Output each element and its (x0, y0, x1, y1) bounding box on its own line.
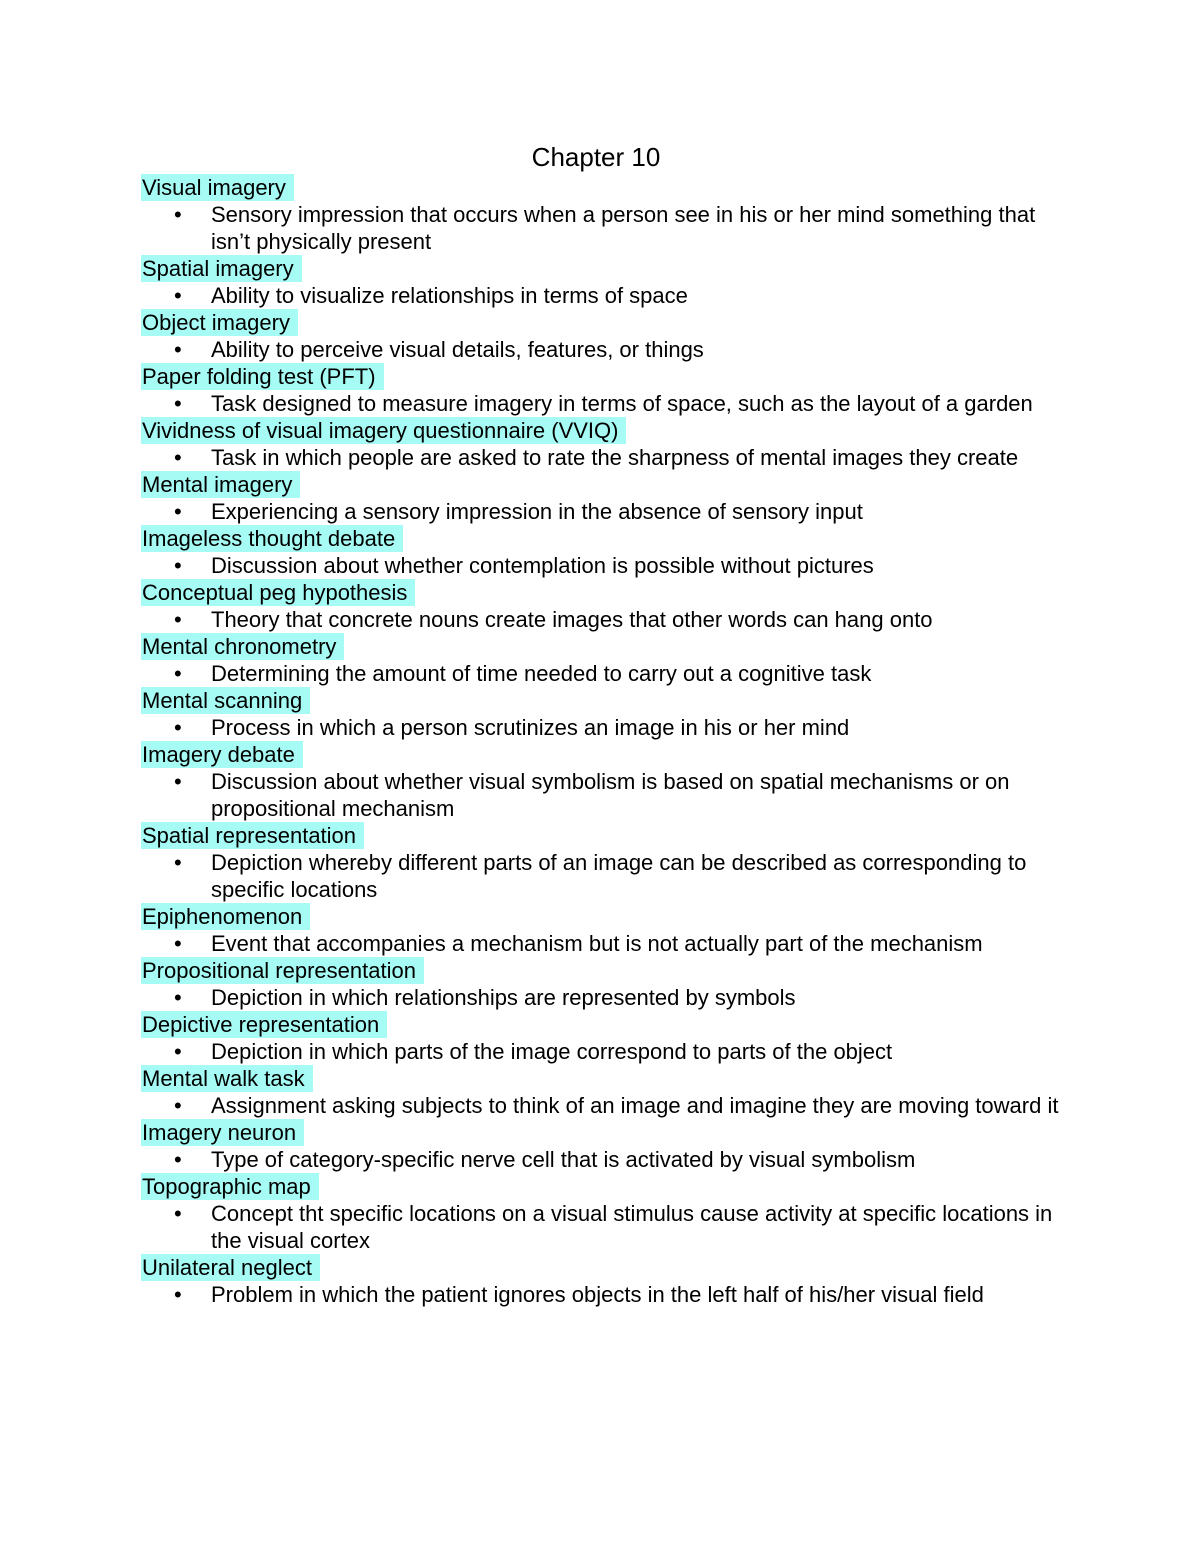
definition-item (141, 390, 1071, 417)
term-heading: Mental scanning (141, 687, 310, 714)
document-page (141, 140, 1071, 1308)
definition-text: Discussion about whether contemplation is possible without pictures (211, 553, 874, 578)
term-heading: Spatial imagery (141, 255, 302, 282)
definition-item (141, 444, 1071, 471)
term-heading: Epiphenomenon (141, 903, 310, 930)
definition-text: Discussion about whether visual symbolism is based on spatial mechanisms or on propositional mechanism (211, 769, 1010, 821)
definition-item (141, 1281, 1071, 1308)
bullet-icon: • (174, 607, 182, 632)
term-heading: Object imagery (141, 309, 298, 336)
definition-item (141, 201, 1071, 255)
glossary-entry (141, 363, 1071, 417)
term-heading: Visual imagery (141, 174, 294, 201)
bullet-icon: • (174, 337, 182, 362)
bullet-icon: • (174, 1201, 182, 1226)
term-heading: Unilateral neglect (141, 1254, 320, 1281)
bullet-icon: • (174, 1093, 182, 1118)
definition-item (141, 1038, 1071, 1065)
definition-item (141, 714, 1071, 741)
bullet-icon: • (174, 1147, 182, 1172)
glossary-entry (141, 525, 1071, 579)
bullet-icon: • (174, 391, 182, 416)
glossary-list (141, 174, 1071, 1308)
glossary-entry (141, 633, 1071, 687)
glossary-entry (141, 1119, 1071, 1173)
definition-item (141, 930, 1071, 957)
definition-text: Problem in which the patient ignores objects in the left half of his/her visual field (211, 1282, 984, 1307)
bullet-icon: • (174, 985, 182, 1010)
bullet-icon: • (174, 715, 182, 740)
term-heading: Depictive representation (141, 1011, 387, 1038)
bullet-icon: • (174, 1039, 182, 1064)
bullet-icon: • (174, 661, 182, 686)
term-heading: Mental chronometry (141, 633, 344, 660)
bullet-icon: • (174, 850, 182, 875)
definition-text: Depiction in which relationships are represented by symbols (211, 985, 796, 1010)
term-heading: Topographic map (141, 1173, 319, 1200)
glossary-entry (141, 255, 1071, 309)
definition-text: Ability to perceive visual details, features, or things (211, 337, 704, 362)
glossary-entry (141, 687, 1071, 741)
glossary-entry (141, 1065, 1071, 1119)
bullet-icon: • (174, 283, 182, 308)
definition-item (141, 984, 1071, 1011)
bullet-icon: • (174, 931, 182, 956)
term-heading: Spatial representation (141, 822, 364, 849)
definition-text: Determining the amount of time needed to carry out a cognitive task (211, 661, 872, 686)
definition-item (141, 1146, 1071, 1173)
definition-item (141, 1200, 1071, 1254)
glossary-entry (141, 822, 1071, 903)
definition-item (141, 282, 1071, 309)
definition-text: Task in which people are asked to rate the sharpness of mental images they create (211, 445, 1019, 470)
page-title: Chapter 10 (531, 142, 661, 172)
term-heading: Paper folding test (PFT) (141, 363, 384, 390)
definition-text: Concept tht specific locations on a visual stimulus cause activity at specific locations in the visual cortex (211, 1201, 1053, 1253)
glossary-entry (141, 1011, 1071, 1065)
definition-item (141, 336, 1071, 363)
glossary-entry (141, 579, 1071, 633)
glossary-entry (141, 903, 1071, 957)
bullet-icon: • (174, 769, 182, 794)
definition-text: Assignment asking subjects to think of an image and imagine they are moving toward it (211, 1093, 1059, 1118)
term-heading: Mental imagery (141, 471, 300, 498)
term-heading: Conceptual peg hypothesis (141, 579, 415, 606)
bullet-icon: • (174, 445, 182, 470)
definition-text: Ability to visualize relationships in terms of space (211, 283, 688, 308)
glossary-entry (141, 471, 1071, 525)
term-heading: Imageless thought debate (141, 525, 403, 552)
definition-text: Process in which a person scrutinizes an image in his or her mind (211, 715, 850, 740)
term-heading: Imagery debate (141, 741, 303, 768)
bullet-icon: • (174, 1282, 182, 1307)
definition-item (141, 849, 1071, 903)
definition-item (141, 552, 1071, 579)
definition-item (141, 1092, 1071, 1119)
definition-item (141, 768, 1071, 822)
bullet-icon: • (174, 553, 182, 578)
glossary-entry (141, 174, 1071, 255)
definition-item (141, 660, 1071, 687)
term-heading: Vividness of visual imagery questionnaire (VVIQ) (141, 417, 626, 444)
glossary-entry (141, 957, 1071, 1011)
definition-text: Theory that concrete nouns create images that other words can hang onto (211, 607, 933, 632)
glossary-entry (141, 417, 1071, 471)
glossary-entry (141, 309, 1071, 363)
definition-text: Event that accompanies a mechanism but is not actually part of the mechanism (211, 931, 983, 956)
definition-text: Depiction whereby different parts of an image can be described as corresponding to specific locations (211, 850, 1027, 902)
glossary-entry (141, 1173, 1071, 1254)
bullet-icon: • (174, 499, 182, 524)
bullet-icon: • (174, 202, 182, 227)
term-heading: Propositional representation (141, 957, 424, 984)
term-heading: Imagery neuron (141, 1119, 304, 1146)
definition-text: Experiencing a sensory impression in the absence of sensory input (211, 499, 863, 524)
definition-text: Type of category-specific nerve cell that is activated by visual symbolism (211, 1147, 916, 1172)
definition-item (141, 498, 1071, 525)
definition-text: Task designed to measure imagery in terms of space, such as the layout of a garden (211, 391, 1033, 416)
definition-text: Sensory impression that occurs when a person see in his or her mind something that isn’t physically present (211, 202, 1036, 254)
glossary-entry (141, 741, 1071, 822)
definition-item (141, 606, 1071, 633)
term-heading: Mental walk task (141, 1065, 313, 1092)
glossary-entry (141, 1254, 1071, 1308)
definition-text: Depiction in which parts of the image correspond to parts of the object (211, 1039, 893, 1064)
